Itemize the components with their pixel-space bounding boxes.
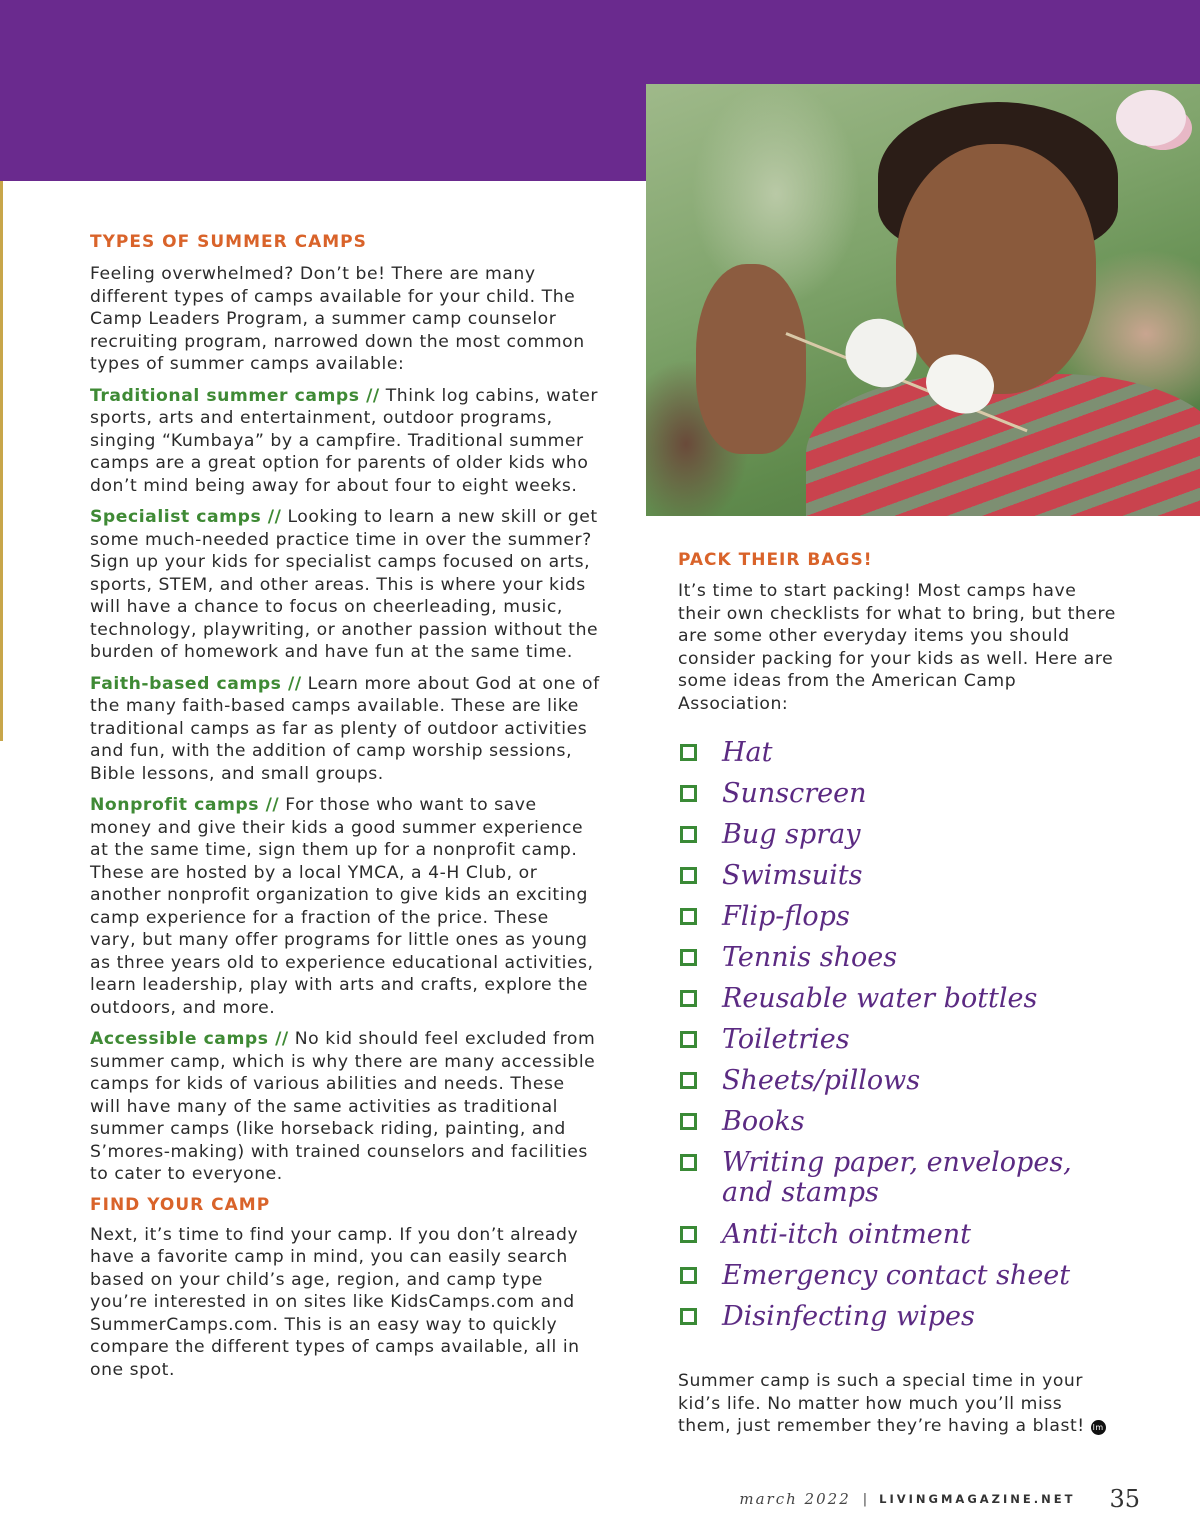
checklist-label: Toiletries — [722, 1024, 850, 1055]
closing-sentence: Summer camp is such a special time in your kid’s life. No matter how much you’ll miss them, just remember they’re having a blast! — [678, 1371, 1085, 1436]
types-intro: Feeling overwhelmed? Don’t be! There are many different types of camps available for your child. The Camp Leaders Program, a summer camp counselor recruiting program, narrowed down the most common types of summer camps available: — [90, 264, 585, 374]
photo-hair-flower — [1116, 90, 1186, 146]
page-edge-stripe — [0, 181, 3, 741]
camp-specialist — [90, 506, 600, 664]
issue-date: march 2022 — [739, 1490, 851, 1508]
checklist-label: Writing paper, envelopes, — [722, 1147, 1072, 1178]
types-heading: TYPES OF SUMMER CAMPS — [90, 232, 367, 252]
checklist-label: Swimsuits — [722, 860, 863, 891]
checkbox-icon[interactable] — [680, 1031, 697, 1048]
camp-text: Learn more about God at one of the many faith-based camps available. These are like traditional camps as far as plenty of outdoor activities and fun, with the addition of camp worship sessions, Bible lessons, and small groups. — [90, 673, 600, 784]
find-heading: FIND YOUR CAMP — [90, 1194, 271, 1215]
checkbox-icon[interactable] — [680, 949, 697, 966]
closing-block — [678, 1370, 1118, 1438]
camp-lead: Specialist camps // — [90, 507, 282, 527]
checklist-label: Bug spray — [722, 819, 861, 850]
checklist-label: Hat — [722, 737, 773, 768]
camp-text: For those who want to save money and give their kids a good summer experience at the same time, sign them up for a nonprofit camp. These are hosted by a local YMCA, a 4-H Club, or another nonprofit organization to give kids an exciting camp experience for a fraction of the price. These vary, but many offer programs for little ones as young as three years old to experience educational activities, learn leadership, play with arts and crafts, explore the outdoors, and more. — [90, 795, 594, 1018]
camp-faith-based — [90, 673, 600, 786]
checklist-label: Disinfecting wipes — [722, 1301, 975, 1332]
checkbox-icon[interactable] — [680, 867, 697, 884]
checkbox-icon[interactable] — [680, 1226, 697, 1243]
checkbox-icon[interactable] — [680, 1072, 697, 1089]
checkbox-icon[interactable] — [680, 990, 697, 1007]
checkbox-icon[interactable] — [680, 908, 697, 925]
checkbox-icon[interactable] — [680, 785, 697, 802]
checklist-label: Sheets/pillows — [722, 1065, 921, 1096]
camp-text: Looking to learn a new skill or get some much-needed practice time in over the summer? Sign up your kids for specialist camps focused on arts, sports, STEM, and other areas. This is where your kids will have a chance to focus on cheerleading, music, technology, playwriting, or another passion without the burden of homework and have fun at the same time. — [90, 507, 599, 662]
page-footer — [739, 1484, 1140, 1514]
checkbox-icon[interactable] — [680, 1154, 697, 1171]
checkbox-icon[interactable] — [680, 1308, 697, 1325]
closing-text — [678, 1370, 1118, 1438]
camp-traditional — [90, 385, 600, 498]
camp-lead: Nonprofit camps // — [90, 795, 280, 815]
photo-hand — [696, 264, 806, 454]
right-column — [678, 550, 1118, 715]
checklist-label: Flip-flops — [722, 901, 850, 932]
camp-lead: Faith-based camps // — [90, 673, 302, 694]
checkbox-icon[interactable] — [680, 826, 697, 843]
photo-face — [896, 144, 1096, 394]
website-link[interactable]: LIVINGMAGAZINE.NET — [879, 1492, 1076, 1506]
pack-heading: PACK THEIR BAGS! — [678, 550, 873, 570]
checklist-label: Emergency contact sheet — [722, 1260, 1071, 1291]
checkbox-icon[interactable] — [680, 1113, 697, 1130]
checkbox-icon[interactable] — [680, 744, 697, 761]
camp-text: Think log cabins, water sports, arts and entertainment, outdoor programs, singing “Kumbaya” by a campfire. Traditional summer camps are a great option for parents of older kids who don’t mind being away for about four to eight weeks. — [90, 385, 598, 496]
footer-separator: | — [862, 1491, 868, 1507]
checklist-label-continued: and stamps — [722, 1177, 879, 1208]
checkbox-icon[interactable] — [680, 1267, 697, 1284]
camp-text: No kid should feel excluded from summer camp, which is why there are many accessible camps for kids of various abilities and needs. These will have many of the same activities as traditional summer camps (like horseback riding, painting, and S’mores-making) with trained counselors and facilities to cater to everyone. — [90, 1029, 596, 1184]
checklist-label: Anti-itch ointment — [722, 1219, 972, 1250]
pack-intro: It’s time to start packing! Most camps have their own checklists for what to bring, but there are some other everyday items you should consider packing for your kids as well. Here are some ideas from the American Camp Association: — [678, 581, 1116, 714]
checklist-label: Reusable water bottles — [722, 983, 1038, 1014]
left-column — [90, 232, 600, 1381]
find-text: Next, it’s time to find your camp. If you don’t already have a favorite camp in mind, you can easily search based on your child’s age, region, and camp type you’re interested in on sites like KidsCamps.com and SummerCamps.com. This is an easy way to quickly compare the different types of camps available, all in one spot. — [90, 1224, 580, 1380]
checklist-label: Sunscreen — [722, 778, 867, 809]
camp-lead: Accessible camps // — [90, 1029, 289, 1049]
checklist-label: Tennis shoes — [722, 942, 898, 973]
camp-accessible — [90, 1028, 600, 1186]
checklist-label: Books — [722, 1106, 805, 1137]
camp-nonprofit — [90, 794, 600, 1019]
photo-girl-with-marshmallows — [646, 84, 1200, 516]
page-number: 35 — [1109, 1485, 1140, 1513]
photo-shirt — [806, 374, 1200, 516]
camp-lead: Traditional summer camps // — [90, 385, 380, 406]
end-mark-icon: lm — [1091, 1420, 1106, 1435]
